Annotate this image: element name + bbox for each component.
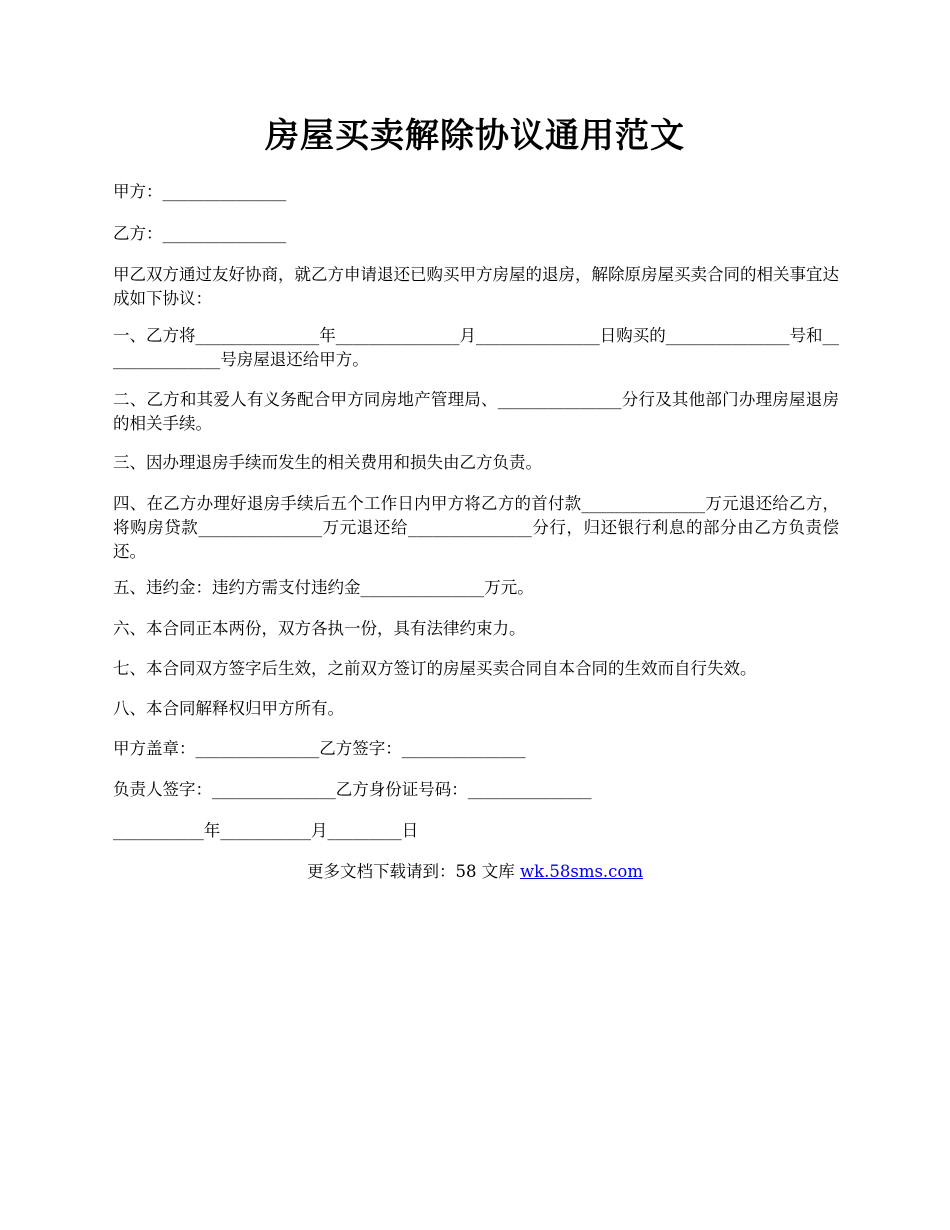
document-title: 房屋买卖解除协议通用范文	[265, 116, 685, 156]
party-b-line: 乙方：_______________	[113, 224, 287, 243]
clause-8: 八、本合同解释权归甲方所有。	[113, 699, 344, 718]
clause-3: 三、因办理退房手续而发生的相关费用和损失由乙方负责。	[113, 453, 542, 472]
seal-signature-line: 甲方盖章：_______________乙方签字：_______________	[113, 739, 526, 758]
date-line: ___________年___________月_________日	[113, 821, 419, 840]
clause-5: 五、违约金：违约方需支付违约金_______________万元。	[113, 578, 534, 597]
clause-1: 一、乙方将_______________年_______________月_______________日购买的_______________号和_______________号房屋退还给甲方。	[113, 326, 839, 369]
footer-text: 更多文档下载请到：58 文库	[306, 862, 520, 881]
responsible-id-line: 负责人签字：_______________乙方身份证号码：_______________	[113, 780, 592, 799]
clause-4: 四、在乙方办理好退房手续后五个工作日内甲方将乙方的首付款_______________万元退还给乙方，将购房贷款_______________万元退还给_______________分行，归还银行利息的部分由乙方负责偿还。	[113, 494, 839, 561]
clause-7: 七、本合同双方签字后生效，之前双方签订的房屋买卖合同自本合同的生效而自行失效。	[113, 659, 757, 678]
footer	[0, 860, 950, 884]
clause-2: 二、乙方和其爱人有义务配合甲方同房地产管理局、_______________分行及其他部门办理房屋退房的相关手续。	[113, 390, 839, 433]
clause-6: 六、本合同正本两份，双方各执一份，具有法律约束力。	[113, 619, 526, 638]
party-a-line: 甲方：_______________	[113, 182, 287, 201]
intro-paragraph: 甲乙双方通过友好协商，就乙方申请退还已购买甲方房屋的退房，解除原房屋买卖合同的相关事宜达成如下协议：	[113, 265, 839, 308]
footer-link[interactable]: wk.58sms.com	[519, 862, 643, 881]
